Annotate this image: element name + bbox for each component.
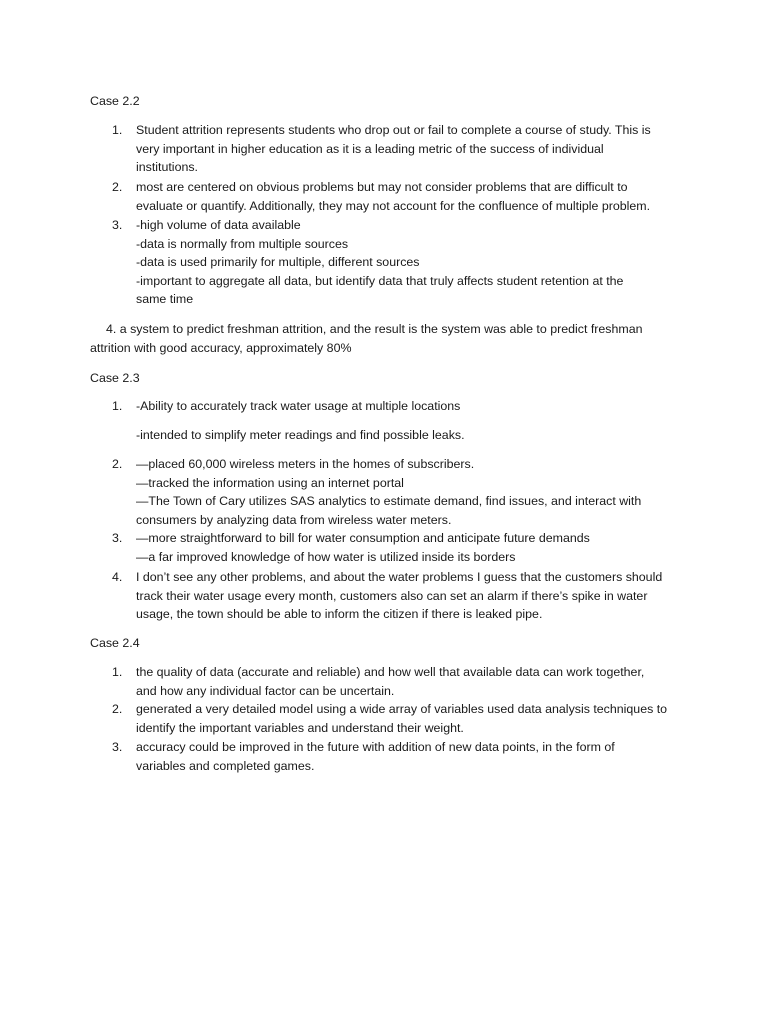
list-item: [112, 529, 682, 566]
item-text-line: institutions.: [136, 160, 198, 175]
item-text-line: most are centered on obvious problems but may not consider problems that are difficult to: [136, 180, 628, 194]
item-number: 2.: [112, 457, 123, 471]
section-heading: Case 2.4: [90, 636, 140, 650]
item-text-line: -high volume of data available: [136, 218, 301, 232]
item-text-line: —a far improved knowledge of how water is utilized inside its borders: [136, 549, 516, 564]
list-item: [112, 568, 682, 624]
paragraph-line: 4. a system to predict freshman attrition, and the result is the system was able to predict freshman: [106, 322, 643, 336]
item-text-line: identify the important variables and understand their weight.: [136, 720, 464, 735]
item-text-line: very important in higher education as it is a leading metric of the success of individual: [136, 141, 604, 156]
list-item: [112, 455, 682, 529]
list-item: [112, 700, 682, 737]
list-item: [112, 178, 682, 215]
item-text-line: evaluate or quantify. Additionally, they may not account for the confluence of multiple problem.: [136, 198, 651, 213]
item-text-line: —tracked the information using an internet portal: [136, 475, 404, 490]
item-number: 2.: [112, 702, 123, 716]
section-heading: Case 2.3: [90, 371, 140, 385]
item-text-line: —placed 60,000 wireless meters in the homes of subscribers.: [136, 457, 475, 471]
item-text-line: -data is normally from multiple sources: [136, 236, 349, 251]
item-number: 3.: [112, 531, 123, 545]
item-number: 1.: [112, 665, 123, 679]
item-text-line: Student attrition represents students who drop out or fail to complete a course of study. This is: [136, 123, 651, 137]
list-item: [112, 121, 682, 177]
item-text-line: -intended to simplify meter readings and find possible leaks.: [136, 427, 465, 442]
item-text-line: -data is used primarily for multiple, different sources: [136, 255, 420, 270]
item-text-line: the quality of data (accurate and reliable) and how well that available data can work together,: [136, 665, 645, 679]
item-text-line: consumers by analyzing data from wireless water meters.: [136, 512, 452, 527]
item-number: 3.: [112, 218, 123, 232]
item-text-line: accuracy could be improved in the future with addition of new data points, in the form of: [136, 740, 615, 754]
item-number: 1.: [112, 123, 123, 137]
item-text-line: track their water usage every month, customers also can set an alarm if there’s spike in water: [136, 588, 648, 603]
list-item: [112, 738, 682, 775]
item-number: 4.: [112, 570, 123, 584]
numbered-paragraph: [90, 320, 690, 357]
item-text-line: -important to aggregate all data, but identify data that truly affects student retention at the: [136, 273, 624, 288]
section-heading: Case 2.2: [90, 94, 140, 108]
item-text-line: usage, the town should be able to inform the citizen if there is leaked pipe.: [136, 607, 543, 622]
list-item: [112, 663, 682, 700]
item-number: 3.: [112, 740, 123, 754]
list-item: [112, 216, 682, 309]
item-text-line: variables and completed games.: [136, 758, 315, 773]
item-text-line: and how any individual factor can be uncertain.: [136, 683, 395, 698]
paragraph-line: attrition with good accuracy, approximately 80%: [90, 340, 352, 355]
item-text-line: I don’t see any other problems, and about the water problems I guess that the customers should: [136, 570, 663, 584]
item-number: 2.: [112, 180, 123, 194]
item-text-line: —more straightforward to bill for water consumption and anticipate future demands: [136, 531, 590, 545]
item-text-line: —The Town of Cary utilizes SAS analytics to estimate demand, find issues, and interact with: [136, 494, 642, 509]
item-text-line: generated a very detailed model using a wide array of variables used data analysis techniques to: [136, 702, 668, 716]
item-text-line: same time: [136, 292, 194, 307]
item-text-line: -Ability to accurately track water usage at multiple locations: [136, 399, 461, 413]
list-item: [112, 397, 682, 444]
item-number: 1.: [112, 399, 123, 413]
